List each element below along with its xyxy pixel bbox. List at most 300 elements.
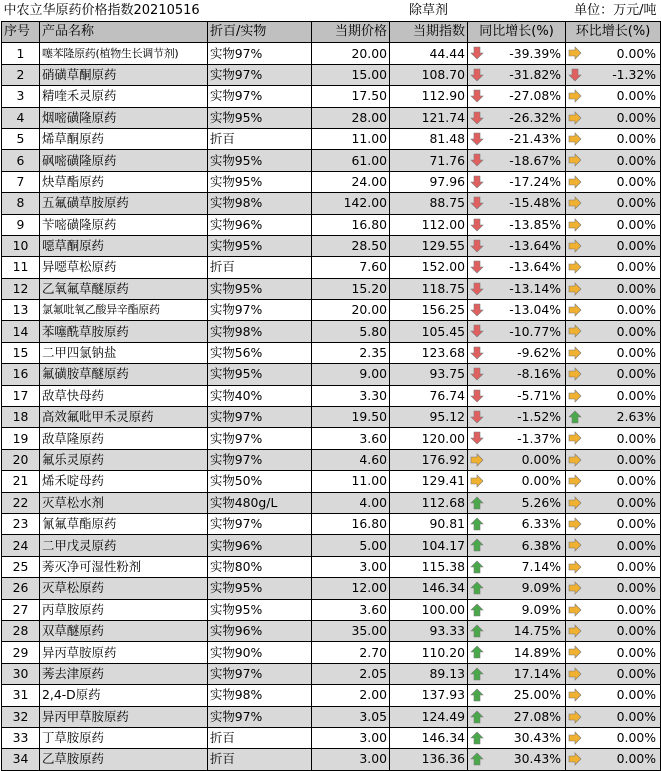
arrow-up-icon [470,538,484,552]
arrow-right-icon [568,346,582,360]
current-index: 118.75 [390,278,468,299]
mom-change-value: 0.00% [616,494,657,510]
arrow-up-icon [470,517,484,531]
mom-change-value: 0.00% [616,109,657,125]
table-row [2,342,661,363]
table-row [2,620,661,641]
arrow-down-icon [470,282,484,296]
arrow-down-icon [470,410,484,424]
row-index: 24 [2,535,40,556]
mom-change-value: 0.00% [616,665,657,681]
table-row [2,86,661,107]
mom-change-value: 0.00% [616,708,657,724]
product-name: 五氟磺草胺原药 [40,193,208,214]
yoy-change-value: -1.37% [517,430,562,446]
table-row [2,428,661,449]
current-price: 3.30 [312,385,390,406]
product-name: 苯噻酰草胺原药 [40,321,208,342]
arrow-down-icon [470,46,484,60]
spec-type: 实物95% [208,107,312,128]
yoy-change-cell [468,749,566,770]
current-index: 100.00 [390,599,468,620]
mom-change-value: 0.00% [616,452,657,467]
yoy-change-cell [468,407,566,428]
current-index: 146.34 [390,727,468,748]
report-title: 中农立华原药价格指数20210516 [3,2,200,18]
current-index: 112.00 [390,214,468,235]
mom-change-value: 0.00% [616,302,657,318]
spec-type: 实物97% [208,64,312,85]
mom-change-cell [566,171,661,192]
arrow-right-icon [568,603,582,617]
yoy-change-cell [468,535,566,556]
arrow-right-icon [568,496,582,510]
row-index: 6 [2,150,40,171]
current-price: 17.50 [312,86,390,107]
mom-change-value: 0.00% [616,45,657,61]
spec-type: 实物56% [208,342,312,363]
mom-change-value: 0.00% [616,537,657,553]
row-index: 22 [2,492,40,513]
yoy-change-cell [468,428,566,449]
current-index: 115.38 [390,556,468,577]
yoy-change-cell [468,342,566,363]
yoy-change-value: 30.43% [513,730,562,746]
current-index: 112.68 [390,492,468,513]
yoy-change-cell [468,578,566,599]
current-price: 2.00 [312,685,390,706]
current-price: 3.60 [312,599,390,620]
arrow-right-icon [568,46,582,60]
product-name: 二甲四氯钠盐 [40,342,208,363]
mom-change-value: 0.00% [616,687,657,703]
price-index-table [1,0,661,771]
product-name: 灭草松原药 [40,578,208,599]
meta-spacer [312,0,390,22]
spec-type: 实物95% [208,171,312,192]
product-name: 苄嘧磺隆原药 [40,214,208,235]
arrow-down-icon [470,431,484,445]
yoy-change-cell [468,706,566,727]
yoy-change-value: -15.48% [509,195,562,211]
current-price: 7.60 [312,257,390,278]
current-index: 129.41 [390,471,468,492]
mom-change-cell [566,128,661,149]
current-price: 3.05 [312,706,390,727]
mom-change-cell [566,43,661,64]
table-row [2,492,661,513]
mom-change-value: 0.00% [616,216,657,232]
arrow-right-icon [568,560,582,574]
mom-change-value: 0.00% [616,580,657,596]
row-index: 3 [2,86,40,107]
table-row [2,171,661,192]
mom-change-cell [566,663,661,684]
arrow-right-icon [568,389,582,403]
product-name: 敌草快母药 [40,385,208,406]
current-index: 123.68 [390,342,468,363]
current-price: 4.60 [312,449,390,470]
row-index: 2 [2,64,40,85]
arrow-down-icon [470,367,484,381]
yoy-change-value: -26.32% [509,109,562,125]
spec-type: 实物95% [208,599,312,620]
current-index: 88.75 [390,193,468,214]
arrow-right-icon [568,688,582,702]
current-price: 19.50 [312,407,390,428]
arrow-right-icon [568,239,582,253]
product-name: 砜嘧磺隆原药 [40,150,208,171]
spec-type: 实物95% [208,278,312,299]
header-price: 当期价格 [312,22,390,43]
header-mom: 环比增长(%) [566,22,661,43]
spec-type: 实物97% [208,449,312,470]
product-name: 莠去津原药 [40,663,208,684]
product-name: 灭草松水剂 [40,492,208,513]
arrow-right-icon [568,153,582,167]
arrow-down-icon [470,89,484,103]
mom-change-cell [566,727,661,748]
row-index: 25 [2,556,40,577]
arrow-down-icon [470,218,484,232]
row-index: 16 [2,364,40,385]
current-price: 2.05 [312,663,390,684]
mom-change-cell [566,428,661,449]
yoy-change-value: 0.00% [521,473,562,489]
mom-change-cell [566,193,661,214]
product-name: 噻苯隆原药(植物生长调节剂) [40,43,208,64]
yoy-change-cell [468,278,566,299]
arrow-up-icon [470,496,484,510]
current-price: 5.80 [312,321,390,342]
arrow-down-icon [470,239,484,253]
mom-change-cell [566,86,661,107]
mom-change-cell [566,706,661,727]
yoy-change-cell [468,150,566,171]
spec-type: 折百 [208,749,312,770]
mom-change-cell [566,578,661,599]
mom-change-cell [566,535,661,556]
table-row [2,364,661,385]
spec-type: 实物97% [208,428,312,449]
mom-change-value: 0.00% [616,238,657,254]
spec-type: 实物97% [208,43,312,64]
row-index: 23 [2,513,40,534]
yoy-change-cell [468,43,566,64]
spec-type: 实物97% [208,407,312,428]
arrow-down-icon [470,303,484,317]
table-row [2,321,661,342]
mom-change-cell [566,257,661,278]
arrow-right-icon [568,624,582,638]
arrow-right-icon [568,431,582,445]
table-row [2,663,661,684]
arrow-right-icon [470,453,484,467]
row-index: 10 [2,235,40,256]
arrow-right-icon [568,645,582,659]
arrow-right-icon [568,667,582,681]
current-index: 129.55 [390,235,468,256]
mom-change-value: 0.00% [616,280,657,296]
row-index: 27 [2,599,40,620]
product-name: 异噁草松原药 [40,257,208,278]
spec-type: 实物96% [208,214,312,235]
spec-type: 实物96% [208,535,312,556]
yoy-change-cell [468,663,566,684]
product-name: 2,4-D原药 [40,685,208,706]
header-name: 产品名称 [40,22,208,43]
yoy-change-cell [468,64,566,85]
current-price: 28.50 [312,235,390,256]
yoy-change-value: 30.43% [513,751,562,767]
mom-change-cell [566,620,661,641]
arrow-up-icon [470,731,484,745]
arrow-right-icon [568,538,582,552]
row-index: 7 [2,171,40,192]
yoy-change-cell [468,364,566,385]
current-index: 104.17 [390,535,468,556]
product-name: 硝磺草酮原药 [40,64,208,85]
product-name: 烯禾啶母药 [40,471,208,492]
mom-change-value: 0.00% [616,516,657,532]
arrow-right-icon [568,517,582,531]
row-index: 32 [2,706,40,727]
table-row [2,556,661,577]
mom-change-cell [566,364,661,385]
mom-change-cell [566,64,661,85]
yoy-change-value: 6.33% [521,516,562,532]
yoy-change-cell [468,193,566,214]
mom-change-value: 0.00% [616,558,657,574]
arrow-right-icon [568,453,582,467]
current-index: 95.12 [390,407,468,428]
table-row [2,513,661,534]
arrow-up-icon [470,645,484,659]
current-index: 112.90 [390,86,468,107]
arrow-down-icon [470,324,484,338]
product-name: 双草醚原药 [40,620,208,641]
yoy-change-value: 27.08% [513,708,562,724]
yoy-change-cell [468,86,566,107]
current-price: 3.60 [312,428,390,449]
row-index: 8 [2,193,40,214]
current-price: 9.00 [312,364,390,385]
arrow-right-icon [568,367,582,381]
mom-change-value: 0.00% [616,601,657,617]
mom-change-value: 2.63% [616,409,657,425]
yoy-change-value: -13.64% [509,259,562,275]
table-row [2,128,661,149]
table-row [2,642,661,663]
product-name: 氯氟吡氧乙酸异辛酯原药 [40,300,208,321]
yoy-change-cell [468,385,566,406]
spec-type: 实物96% [208,620,312,641]
table-row [2,685,661,706]
row-index: 21 [2,471,40,492]
mom-change-value: 0.00% [616,152,657,168]
mom-change-cell [566,150,661,171]
product-name: 炔草酯原药 [40,171,208,192]
yoy-change-cell [468,642,566,663]
mom-change-cell [566,513,661,534]
mom-change-value: 0.00% [616,131,657,147]
yoy-change-value: -13.04% [509,302,562,318]
yoy-change-value: 14.89% [513,644,562,660]
row-index: 19 [2,428,40,449]
yoy-change-value: -21.43% [509,131,562,147]
current-price: 12.00 [312,578,390,599]
yoy-change-cell [468,107,566,128]
current-price: 4.00 [312,492,390,513]
current-index: 120.00 [390,428,468,449]
header-idx: 序号 [2,22,40,43]
arrow-right-icon [568,89,582,103]
yoy-change-cell [468,599,566,620]
current-price: 3.00 [312,749,390,770]
yoy-change-value: 5.26% [521,494,562,510]
mom-change-cell [566,556,661,577]
arrow-down-icon [470,68,484,82]
yoy-change-cell [468,620,566,641]
spec-type: 实物97% [208,300,312,321]
row-index: 17 [2,385,40,406]
arrow-down-icon [470,175,484,189]
spec-type: 实物95% [208,150,312,171]
mom-change-cell [566,685,661,706]
current-price: 3.00 [312,727,390,748]
current-index: 105.45 [390,321,468,342]
row-index: 4 [2,107,40,128]
spec-type: 实物98% [208,321,312,342]
mom-change-cell [566,342,661,363]
current-price: 20.00 [312,300,390,321]
mom-change-value: 0.00% [616,88,657,104]
mom-change-value: 0.00% [616,323,657,339]
current-index: 146.34 [390,578,468,599]
yoy-change-value: -9.62% [517,345,562,361]
arrow-down-icon [470,346,484,360]
table-row [2,599,661,620]
arrow-right-icon [568,196,582,210]
current-price: 16.80 [312,214,390,235]
yoy-change-value: 9.09% [521,601,562,617]
row-index: 5 [2,128,40,149]
yoy-change-cell [468,214,566,235]
current-index: 152.00 [390,257,468,278]
row-index: 1 [2,43,40,64]
current-price: 5.00 [312,535,390,556]
spec-type: 实物80% [208,556,312,577]
row-index: 26 [2,578,40,599]
arrow-right-icon [568,218,582,232]
current-index: 137.93 [390,685,468,706]
current-index: 71.76 [390,150,468,171]
yoy-change-cell [468,471,566,492]
yoy-change-cell [468,257,566,278]
mom-change-value: 0.00% [616,173,657,189]
arrow-right-icon [568,731,582,745]
header-spec: 折百/实物 [208,22,312,43]
mom-change-value: 0.00% [616,430,657,446]
mom-change-cell [566,642,661,663]
yoy-change-value: -31.82% [509,66,562,82]
current-index: 93.33 [390,620,468,641]
spec-type: 实物480g/L [208,492,312,513]
spec-type: 实物95% [208,578,312,599]
row-index: 30 [2,663,40,684]
table-row [2,749,661,770]
row-index: 34 [2,749,40,770]
product-name: 高效氟吡甲禾灵原药 [40,407,208,428]
mom-change-cell [566,278,661,299]
table-row [2,214,661,235]
yoy-change-value: -5.71% [517,387,562,403]
report-category: 除草剂 [409,2,449,18]
current-price: 3.00 [312,556,390,577]
table-row [2,43,661,64]
yoy-change-cell [468,300,566,321]
product-name: 氰氟草酯原药 [40,513,208,534]
yoy-change-value: 9.09% [521,580,562,596]
arrow-down-icon [470,153,484,167]
mom-change-cell [566,749,661,770]
spec-type: 实物98% [208,685,312,706]
table-row [2,727,661,748]
current-index: 97.96 [390,171,468,192]
row-index: 31 [2,685,40,706]
mom-change-cell [566,214,661,235]
product-name: 乙草胺原药 [40,749,208,770]
mom-change-value: 0.00% [616,195,657,211]
current-index: 108.70 [390,64,468,85]
spec-type: 实物40% [208,385,312,406]
arrow-right-icon [568,752,582,766]
row-index: 33 [2,727,40,748]
current-index: 176.92 [390,449,468,470]
current-price: 24.00 [312,171,390,192]
yoy-change-cell [468,321,566,342]
yoy-change-value: 7.14% [521,558,562,574]
current-price: 20.00 [312,43,390,64]
mom-change-cell [566,449,661,470]
spec-type: 实物97% [208,706,312,727]
product-name: 噁草酮原药 [40,235,208,256]
arrow-up-icon [470,688,484,702]
current-price: 11.00 [312,128,390,149]
mom-change-cell [566,300,661,321]
spec-type: 实物98% [208,193,312,214]
table-row [2,107,661,128]
arrow-right-icon [568,111,582,125]
yoy-change-value: -1.52% [517,409,562,425]
mom-change-value: 0.00% [616,473,657,489]
current-index: 156.25 [390,300,468,321]
mom-change-value: 0.00% [616,730,657,746]
yoy-change-cell [468,128,566,149]
mom-change-cell [566,407,661,428]
product-name: 丙草胺原药 [40,599,208,620]
yoy-change-value: -27.08% [509,88,562,104]
arrow-up-icon [568,410,582,424]
spec-type: 实物97% [208,663,312,684]
yoy-change-value: -17.24% [509,173,562,189]
yoy-change-value: -13.14% [509,280,562,296]
yoy-change-value: 14.75% [513,623,562,639]
row-index: 29 [2,642,40,663]
row-index: 12 [2,278,40,299]
table-row [2,235,661,256]
current-price: 2.35 [312,342,390,363]
